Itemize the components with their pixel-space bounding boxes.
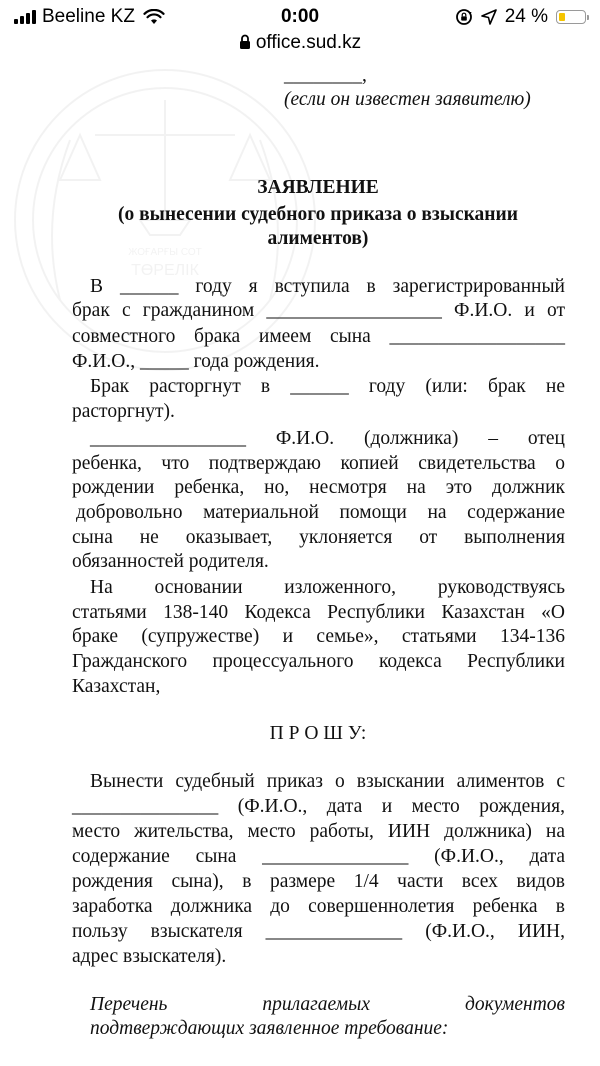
recipient-note: (если он известен заявителю) bbox=[284, 89, 531, 110]
battery-percent: 24 % bbox=[504, 6, 548, 27]
paragraph4-line4: Гражданского процессуального кодекса Республики bbox=[72, 651, 565, 672]
carrier-name: Beeline KZ bbox=[42, 6, 135, 27]
status-bar bbox=[0, 0, 600, 34]
attachments-line1: Перечень прилагаемых документов bbox=[90, 994, 565, 1015]
status-time: 0:00 bbox=[280, 6, 320, 27]
battery-icon bbox=[556, 10, 586, 24]
watermark-text-1: ЖОҒАРҒЫ СОТ bbox=[128, 247, 202, 258]
paragraph4-line1: На основании изложенного, руководствуясь bbox=[90, 577, 565, 598]
paragraph2-line1: Брак расторгнут в ______ году (или: брак не bbox=[90, 376, 565, 397]
request-line6: заработка должника до совершеннолетия ребенка в bbox=[72, 896, 565, 917]
request-line2: _______________ (Ф.И.О., дата и место рождения, bbox=[72, 796, 565, 817]
request-line4: содержание сына _______________ (Ф.И.О., дата bbox=[72, 846, 565, 867]
document-subtitle-1: (о вынесении судебного приказа о взыскании bbox=[117, 204, 519, 225]
paragraph4-line3: браке (супружестве) и семье», статьями 134-136 bbox=[72, 626, 565, 647]
paragraph3-line4: добровольно материальной помощи на содержание bbox=[76, 502, 565, 523]
location-icon bbox=[481, 9, 497, 25]
document-title: ЗАЯВЛЕНИЕ bbox=[257, 177, 379, 198]
paragraph3-line1: ________________ Ф.И.О. (должника) – отец bbox=[90, 428, 565, 449]
paragraph3-line5: сына не оказывает, уклоняется от выполнения bbox=[72, 527, 565, 548]
status-right bbox=[455, 6, 586, 28]
battery-fill bbox=[559, 13, 565, 21]
request-line5: рождения сына), в размере 1/4 части всех видов bbox=[72, 871, 565, 892]
paragraph3-line2: ребенка, что подтверждаю копией свидетельства о bbox=[72, 453, 565, 474]
request-line8: адрес взыскателя). bbox=[72, 946, 227, 967]
paragraph4-line2: статьями 138-140 Кодекса Республики Казахстан «О bbox=[72, 602, 565, 623]
paragraph1-line1: В ______ году я вступила в зарегистрированный bbox=[90, 276, 565, 297]
paragraph2-line2: расторгнут). bbox=[72, 401, 175, 422]
lock-icon bbox=[239, 34, 251, 50]
request-heading: П Р О Ш У: bbox=[269, 723, 367, 744]
address-bar[interactable] bbox=[0, 32, 600, 54]
url-text: office.sud.kz bbox=[255, 32, 362, 53]
paragraph3-line3: рождении ребенка, но, несмотря на это должник bbox=[72, 477, 565, 498]
recipient-line: ________, bbox=[284, 65, 367, 86]
attachments-line2: подтверждающих заявленное требование: bbox=[90, 1018, 449, 1039]
request-line1: Вынести судебный приказ о взыскании алиментов с bbox=[90, 771, 565, 792]
paragraph1-line2: брак с гражданином __________________ Ф.И.О. и от bbox=[72, 300, 565, 321]
paragraph1-line3: совместного брака имеем сына __________________ bbox=[72, 326, 565, 347]
rotation-lock-icon bbox=[455, 8, 473, 26]
request-line7: пользу взыскателя ______________ (Ф.И.О., ИИН, bbox=[72, 921, 565, 942]
request-line3: место жительства, место работы, ИИН должника) на bbox=[72, 821, 565, 842]
document-subtitle-2: алиментов) bbox=[267, 228, 369, 249]
paragraph1-line4: Ф.И.О., _____ года рождения. bbox=[72, 351, 320, 372]
paragraph3-line6: обязанностей родителя. bbox=[72, 551, 269, 572]
paragraph4-line5: Казахстан, bbox=[72, 676, 161, 697]
watermark-text-2: ТӨРЕЛІК bbox=[131, 262, 199, 279]
